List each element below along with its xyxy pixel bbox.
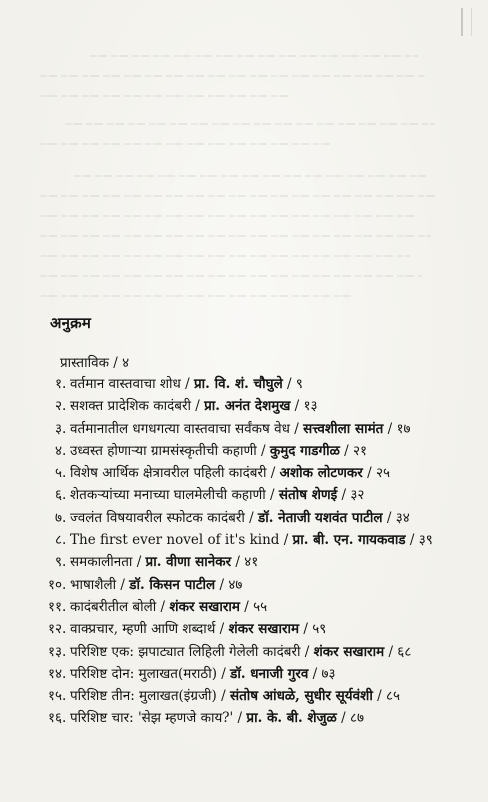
- toc-entry: [38, 440, 468, 462]
- toc-entry-author: प्रा. वि. शं. चौघुले: [194, 376, 283, 392]
- toc-separator: /: [231, 554, 245, 571]
- toc-entry-number: ११: [47, 598, 62, 615]
- toc-entry-dot: .: [62, 554, 67, 571]
- toc-entry-title: समकालीनता: [70, 554, 133, 571]
- toc-separator: /: [180, 376, 194, 392]
- toc-entry-text: [70, 484, 364, 506]
- toc-entry-page: ७३: [321, 665, 336, 682]
- toc-entry-text: [70, 462, 390, 484]
- toc-entry-text: [70, 395, 318, 417]
- toc-entry-text: [70, 618, 326, 640]
- toc-entry-number: २: [54, 398, 62, 415]
- toc-entry: [38, 707, 468, 729]
- toc-entry-number: ४: [54, 442, 62, 459]
- toc-entry-title: सशक्त प्रादेशिक कादंबरी: [70, 398, 191, 415]
- toc-entry-author: प्रा. के. बी. शेजुळ: [246, 710, 337, 727]
- toc-separator: /: [216, 665, 231, 682]
- toc-entry-dot: .: [62, 710, 67, 727]
- toc-entry-dot: .: [62, 621, 67, 638]
- toc-entry-author: डॉ. किसन पाटील: [129, 576, 216, 593]
- toc-entry-title: कादंबरीतील बोली: [70, 598, 157, 615]
- toc-entry-author: सत्त्वशीला सामंत: [303, 420, 384, 437]
- toc-separator: /: [216, 688, 230, 705]
- toc-entry-page: ९: [295, 376, 303, 392]
- toc-entry-text: [70, 529, 433, 551]
- toc-entry: [38, 395, 468, 417]
- toc-entry-text: [70, 440, 367, 462]
- toc-entry-dot: .: [62, 688, 67, 705]
- toc-entry-title: परिशिष्ट चार: 'सेझ म्हणजे काय?': [70, 710, 234, 727]
- toc-separator: /: [336, 710, 350, 727]
- toc-entry-page: ३४: [395, 509, 410, 526]
- toc-entry: [38, 507, 468, 529]
- toc-entry-author: अशोक लोटणकर: [279, 465, 363, 482]
- toc-entry-page: ३९: [418, 532, 433, 549]
- toc-entry-number: ८: [54, 532, 62, 549]
- toc-separator: /: [383, 420, 397, 437]
- toc-entry-number: ६: [54, 487, 62, 504]
- toc-entry-author: शंकर सखाराम: [169, 598, 240, 615]
- toc-entry-dot: .: [62, 532, 67, 549]
- toc-separator: /: [190, 398, 205, 415]
- toc-separator: /: [384, 643, 398, 660]
- toc-entry-number: १२: [47, 621, 62, 638]
- toc-separator: /: [116, 576, 130, 593]
- toc-entry-number: १३: [47, 643, 62, 660]
- toc-entry-number: १६: [47, 710, 62, 727]
- toc-list: [38, 373, 468, 730]
- toc-entry: [38, 574, 468, 596]
- toc-entry-page: ८५: [385, 688, 401, 705]
- toc-separator: /: [299, 621, 313, 638]
- toc-separator: /: [382, 509, 396, 526]
- toc-separator: /: [290, 398, 304, 415]
- toc-entry-page: ३२: [350, 487, 365, 504]
- toc-separator: /: [300, 643, 314, 660]
- toc-entry-title: भाषाशैली: [70, 576, 117, 593]
- toc-separator: /: [265, 487, 279, 504]
- toc-entry-number: ३: [54, 420, 62, 437]
- page-edge-mark: [461, 8, 472, 36]
- toc-entry: [38, 685, 468, 707]
- toc-separator: /: [239, 598, 254, 615]
- toc-entry-dot: .: [62, 398, 67, 415]
- show-through-text: [40, 55, 460, 315]
- toc-entry: [38, 484, 468, 506]
- toc-separator: /: [279, 532, 293, 549]
- toc-separator: /: [256, 442, 270, 459]
- toc-entry-title: विशेष आर्थिक क्षेत्रावरील पहिली कादंबरी: [70, 465, 267, 482]
- toc-entry-page: ४७: [228, 576, 243, 593]
- toc-entry-dot: .: [62, 376, 67, 392]
- toc-entry-title: The first ever novel of it's kind: [70, 532, 280, 549]
- toc-entry-number: १०: [47, 576, 62, 593]
- toc-separator: /: [215, 621, 229, 638]
- toc-entry-dot: .: [62, 442, 67, 459]
- toc-entry-author: प्रा. बी. एन. गायकवाड: [292, 532, 406, 549]
- toc-entry-number: १४: [47, 665, 62, 682]
- toc-entry-page: ५९: [312, 621, 327, 638]
- toc-separator: /: [233, 710, 247, 727]
- toc-entry-number: ५: [54, 465, 62, 482]
- toc-entry-dot: .: [62, 576, 67, 593]
- toc-entry-text: [70, 551, 258, 573]
- toc-entry-author: संतोष शेणई: [278, 487, 338, 504]
- toc-entry-author: शंकर सखाराम: [313, 643, 385, 660]
- toc-entry-dot: .: [62, 643, 67, 660]
- toc-entry-text: [70, 685, 400, 707]
- toc-entry-author: प्रा. वीणा सानेकर: [145, 554, 232, 571]
- toc-separator: /: [289, 420, 304, 437]
- toc-separator: /: [156, 598, 170, 615]
- toc-entry: [38, 373, 468, 395]
- toc-entry-number: ७: [54, 509, 62, 526]
- toc-entry: [38, 663, 468, 685]
- toc-entry-title: वर्तमानातील धगधगत्या वास्तवाचा सर्वंकष वेध: [70, 420, 290, 437]
- toc-separator: /: [405, 532, 419, 549]
- toc-entry-author: प्रा. अनंत देशमुख: [204, 398, 291, 415]
- toc-entry-page: ८७: [349, 710, 365, 727]
- toc-entry-page: ४१: [244, 554, 259, 571]
- toc-entry-text: [70, 373, 303, 395]
- toc-entry-number: १५: [47, 688, 62, 705]
- toc-entry-text: [70, 663, 336, 685]
- toc-entry-dot: .: [62, 465, 67, 482]
- toc-entry-title: परिशिष्ट एक: झपाट्यात लिहिली गेलेली कादंबरी: [70, 643, 301, 660]
- toc-entry-page: ६८: [397, 643, 412, 660]
- toc-preface: प्रास्ताविक / ४: [60, 355, 130, 371]
- toc-entry-title: वाक्प्रचार, म्हणी आणि शब्दार्थ: [70, 621, 216, 638]
- toc-entry-dot: .: [62, 665, 67, 682]
- toc-entry-title: शेतकऱ्यांच्या मनाच्या घालमेलीची कहाणी: [70, 487, 266, 504]
- toc-separator: /: [372, 688, 386, 705]
- toc-entry-title: परिशिष्ट दोन: मुलाखत(मराठी): [70, 665, 217, 682]
- toc-entry-text: [70, 507, 410, 529]
- toc-separator: /: [282, 376, 296, 392]
- toc-entry: [38, 529, 468, 551]
- toc-separator: /: [339, 442, 353, 459]
- toc-entry: [38, 641, 468, 663]
- toc-separator: /: [132, 554, 146, 571]
- toc-entry-author: डॉ. नेताजी यशवंत पाटील: [258, 509, 383, 526]
- toc-entry-title: वर्तमान वास्तवाचा शोध: [70, 376, 181, 392]
- toc-entry-page: २५: [375, 465, 390, 482]
- toc-entry-author: शंकर सखाराम: [228, 621, 300, 638]
- toc-entry: [38, 418, 468, 440]
- toc-separator: /: [244, 509, 258, 526]
- toc-entry-page: १३: [303, 398, 318, 415]
- table-of-contents: [38, 313, 468, 730]
- toc-separator: /: [362, 465, 376, 482]
- toc-entry-text: [70, 641, 411, 663]
- toc-entry: [38, 462, 468, 484]
- toc-entry-dot: .: [62, 509, 67, 526]
- toc-entry-title: परिशिष्ट तीन: मुलाखत(इंग्रजी): [70, 688, 217, 705]
- toc-separator: /: [215, 576, 229, 593]
- toc-entry-title: ज्वलंत विषयावरील स्फोटक कादंबरी: [70, 509, 245, 526]
- toc-entry-number: १: [54, 376, 62, 392]
- toc-entry: [38, 551, 468, 573]
- toc-entry-page: २१: [352, 442, 368, 459]
- toc-entry-page: १७: [396, 420, 411, 437]
- toc-separator: /: [337, 487, 351, 504]
- toc-separator: /: [308, 665, 322, 682]
- toc-entry-page: ५५: [253, 598, 268, 615]
- toc-entry-author: संतोष आंधळे, सुधीर सूर्यवंशी: [229, 688, 373, 705]
- toc-entry-author: कुमुद गाडगीळ: [269, 442, 340, 459]
- toc-entry-text: [70, 418, 411, 440]
- toc-entry-text: [70, 596, 267, 618]
- toc-separator: /: [266, 465, 280, 482]
- toc-entry: [38, 618, 468, 640]
- toc-entry-text: [70, 707, 364, 729]
- toc-entry-number: ९: [54, 554, 62, 571]
- toc-heading: अनुक्रम: [50, 314, 92, 332]
- toc-entry-text: [70, 574, 242, 596]
- toc-entry-title: उध्वस्त होणाऱ्या ग्रामसंस्कृतीची कहाणी: [70, 442, 257, 459]
- toc-entry-author: डॉ. धनाजी गुरव: [230, 665, 309, 682]
- toc-entry-dot: .: [62, 487, 67, 504]
- toc-entry-dot: .: [62, 598, 67, 615]
- toc-entry-dot: .: [62, 420, 67, 437]
- toc-entry: [38, 596, 468, 618]
